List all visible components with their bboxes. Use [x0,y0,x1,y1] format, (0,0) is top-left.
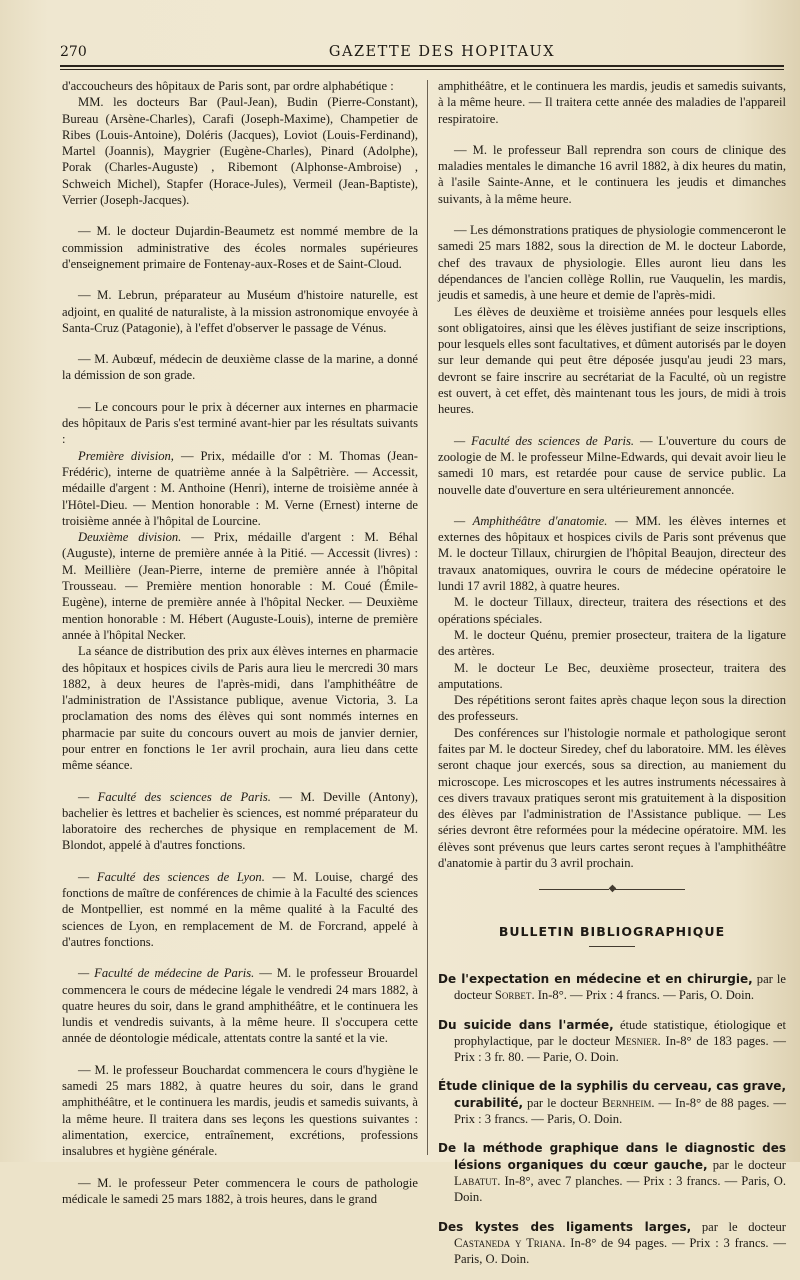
header-rule-thin [60,69,784,70]
paragraph-label: — Faculté des sciences de Paris. [78,789,271,804]
paragraph: M. le docteur Tillaux, directeur, traitera des résections et des opérations spéciales. [438,595,786,626]
bibliography-entry [438,1017,786,1066]
bibliography-entry [438,971,786,1004]
entry-text: par le docteur [691,1219,786,1234]
paragraph: Des conférences sur l'histologie normale et pathologique seront faites par M. le docteur Siredey, chef du laboratoire. MM. les élèves seront chaque jour exercés, sous sa direction, au maniement du microscope. Les microscopes et les autres instruments nécessaires à ces divers travaux pratiques seront mis gratuitement à la disposition des élèves par l'administration de l'Assistance publique. — Les séries devront être reformées pour la médecine opératoire. MM. les élèves sont prévenus que leurs cartes seront reçues à l'amphithéâtre d'anatomie à partir du 3 avril prochain. [438,725,786,871]
paragraph-label: — Amphithéâtre d'anatomie. [454,513,608,528]
book-title: De l'expectation en médecine et en chirurgie, [438,971,753,986]
paragraph [62,965,418,1046]
paragraph: Des répétitions seront faites après chaque leçon sous la direction des professeurs. [438,693,786,724]
paragraph: amphithéâtre, et le continuera les mardis, jeudis et samedis suivants, à la même heure. — Il traitera cette année des maladies de l'appareil respiratoire. [438,79,786,126]
book-title: Du suicide dans l'armée, [438,1017,614,1032]
paragraph-text: — Prix, médaille d'argent : M. Béhal (Auguste), interne de première année à la Pitié. — Accessit (livres) : M. Meillière (Jean-Pierre, interne de première année à l'hôpital Trousseau. — Première mention honorable : M. Coué (Émile-Eugène), interne de première année à l'hôpital Necker. — Deuxième mention honorable : M. Hébert (Auguste-Louis), interne de première année à l'hôpital Necker. [62,530,418,642]
entry-text: . — In-8° de 88 pages. — Prix : 3 francs. — Paris, O. Doin. [454,1095,786,1127]
paragraph: — M. Lebrun, préparateur au Muséum d'histoire naturelle, est adjoint, en qualité de naturaliste, à la mission astronomique envoyée à Santa-Cruz (Patagonie), à l'effet d'observer le passage de Vénus. [62,288,418,335]
paragraph-text: — MM. les élèves internes et externes des hôpitaux et hospices civils de Paris sont prévenus que M. le docteur Tillaux, chirurgien de l'hôpital Beaujon, directeur des travaux anatomiques, ouvrira le cours de médecine opératoire le lundi 17 avril 1882, à quatre heures. [438,513,786,594]
paragraph: La séance de distribution des prix aux élèves internes en pharmacie des hôpitaux et hospices civils de Paris aura lieu le mercredi 30 mars 1882, à deux heures de l'après-midi, dans l'amphithéâtre de l'administration de l'Assistance publique, avenue Victoria, 3. La proclamation des noms des élèves qui sont nommés internes en pharmacie par suite du concours ouvert au mois de janvier dernier, pour entrer en fonctions le 1er avril prochain, aura lieu dans cette même séance. [62,644,418,773]
paragraph: Les élèves de deuxième et troisième années pour lesquels elles sont obligatoires, ainsi que les élèves justifiant de seize inscriptions, pour lesquels elles sont facultatives, et dûment autorisés par le doyen sur leur demande qui peut être déposée jusqu'au jeudi 23 mars, devront se faire inscrire au secrétariat de la Faculté, où un registre est ouvert, à cet effet, dès maintenant tous les jours, de midi à trois heures. [438,304,786,417]
paragraph-text: — M. Louise, chargé des fonctions de maître de conférences de chimie à la Faculté des sciences de Montpellier, est nommé en la même qualité à la Faculté des sciences de Lyon, en remplacement de M. de Forcrand, appelé à d'autres fonctions. [62,869,418,949]
paragraph: M. le docteur Le Bec, deuxième prosecteur, traitera des amputations. [438,660,786,691]
paragraph-label: — Faculté de médecine de Paris. [78,966,255,981]
paragraph [62,869,418,950]
paragraph-label: — Faculté des sciences de Paris. [454,433,635,448]
header-rule [60,65,784,67]
entry-text: . In-8° de 94 pages. — Prix : 3 francs. — Paris, O. Doin. [454,1235,787,1267]
paragraph-label: Deuxième division. [78,530,182,545]
entry-text: par le docteur [523,1095,602,1110]
bibliography-entry [438,1140,786,1205]
page-number: 270 [60,44,87,60]
paragraph-text: — L'ouverture du cours de zoologie de M. le professeur Milne-Edwards, qui devait avoir lieu le samedi 10 mars, est retardée pour cause de service public. La nouvelle date d'ouverture en sera ultérieurement annoncée. [438,433,786,497]
paragraph: — M. le docteur Dujardin-Beaumetz est nommé membre de la commission administrative des écoles normales supérieures d'enseignement primaire de Fontenay-aux-Roses et de Saint-Cloud. [62,224,418,271]
entry-text: par le docteur [707,1157,786,1172]
book-title: Des kystes des ligaments larges, [438,1219,692,1234]
paragraph: d'accoucheurs des hôpitaux de Paris sont, par ordre alphabétique : [62,79,394,93]
entry-text: par le docteur [454,971,786,1003]
paragraph-text: — M. le professeur Brouardel commencera le cours de médecine légale le vendredi 24 mars 1882, à quatre heures du soir, dans le grand amphithéâtre, et le continuera les lundis et vendredis suivants, à la même heure. Il s'occupera cette année de déontologie médicale, attentats contre la santé et la vie. [62,966,418,1046]
author-name: Castaneda y Triana [454,1235,563,1250]
paragraph-label: Première division, [78,448,174,463]
paragraph: — M. le professeur Peter commencera le cours de pathologie médicale le samedi 25 mars 1882, à trois heures, dans le grand [62,1175,418,1206]
paragraph [62,529,418,643]
paragraph-label: — Faculté des sciences de Lyon. [78,869,265,884]
bibliography-entry [438,1078,786,1127]
left-column [62,78,418,1207]
author-name: Sorbet [494,988,532,1003]
paragraph: — M. le professeur Bouchardat commencera le cours d'hygiène le samedi 25 mars 1882, à quatre heures du soir, dans le grand amphithéâtre, et le continuera les mardis, jeudis et samedis suivants, à la même heure. Il traitera dans ses leçons les questions suivantes : alimentation, exercice, entraînement, excrétions, professions insalubres et hygiène générale. [62,1062,418,1159]
entry-text: . In-8°, avec 7 planches. — Prix : 3 francs. — Paris, O. Doin. [454,1173,786,1205]
book-title: De la méthode graphique dans le diagnostic des lésions organiques du cœur gauche, [438,1141,786,1172]
entry-text: . In-8° de 183 pages. — Prix : 3 fr. 80. — Parie, O. Doin. [454,1033,786,1065]
paragraph: — M. Aubœuf, médecin de deuxième classe de la marine, a donné la démission de son grade. [62,352,418,383]
section-title: BULLETIN BIBLIOGRAPHIQUE [498,923,726,939]
book-title: Étude clinique de la syphilis du cerveau, cas grave, curabilité, [438,1079,786,1110]
paragraph [438,513,786,594]
paragraph: — M. le professeur Ball reprendra son cours de clinique des maladies mentales le dimanche 16 avril 1882, à dix heures du matin, à l'asile Sainte-Anne, et le continuera les jeudis et dimanches suivants, à la même heure. [438,142,786,206]
paragraph [438,433,786,498]
ornament-divider: ◆ [438,881,786,897]
paragraph [62,789,418,854]
author-name: Labatut [454,1173,498,1188]
paragraph: MM. les docteurs Bar (Paul-Jean), Budin (Pierre-Constant), Bureau (Arsène-Charles), Carafi (Joseph-Maxime), Champetier de Ribes (Louis-Antoine), Doléris (Jacques), Loviot (Louis-Ferdinand), Martel (Joannis), Maygrier (Eugène-Charles), Pinard (Adolphe), Porak (Charles-Auguste) , Ribemont (Alphonse-Ambroise) , Schweich Michel), Stapfer (Horace-Jules), Vermeil (Jean-Baptiste), Verrier (Joseph-Jacques). [62,95,418,208]
right-column [438,78,786,1280]
paragraph: — Le concours pour le prix à décerner aux internes en pharmacie des hôpitaux de Paris s'est terminé avant-hier par les résultats suivants : [62,399,418,447]
paragraph-text: — Prix, médaille d'or : M. Thomas (Jean-Frédéric), interne de quatrième année à la Salpêtrière. — Accessit, médaille d'argent : M. Anthoine (Henri), interne de troisième année à l'Hôtel-Dieu. — Mention honorable : M. Verne (Ernest) interne de troisième année à l'hôpital de Lourcine. [62,448,418,528]
paragraph: — Les démonstrations pratiques de physiologie commenceront le samedi 25 mars 1882, sous la direction de M. le docteur Laborde, chef des travaux de physiologie. Elles auront lieu dans les dépendances de l'ancien collège Rollin, rue Vauquelin, les mardis, jeudis et samedis, à une heure et demie de l'après-midi. [438,223,786,303]
author-name: Bernheim [601,1095,652,1110]
journal-title: GAZETTE DES HOPITAUX [328,44,556,60]
entry-text: étude statistique, étiologique et prophylactique, par le docteur [454,1017,786,1048]
paragraph: M. le docteur Quénu, premier prosecteur, traitera de la ligature des artères. [438,627,786,659]
paragraph-text: — M. Deville (Antony), bachelier ès lettres et bachelier ès sciences, est nommé préparateur du laboratoire des recherches de physique en remplacement de M. Blondot, appelé à d'autres fonctions. [62,789,418,853]
entry-text: . In-8°. — Prix : 4 francs. — Paris, O. Doin. [531,988,755,1003]
author-name: Mesnier [614,1033,658,1048]
paragraph [62,448,418,529]
bibliography-entry [438,1219,786,1268]
section-rule [589,946,635,947]
column-separator [427,80,428,1155]
page-header [60,44,784,66]
